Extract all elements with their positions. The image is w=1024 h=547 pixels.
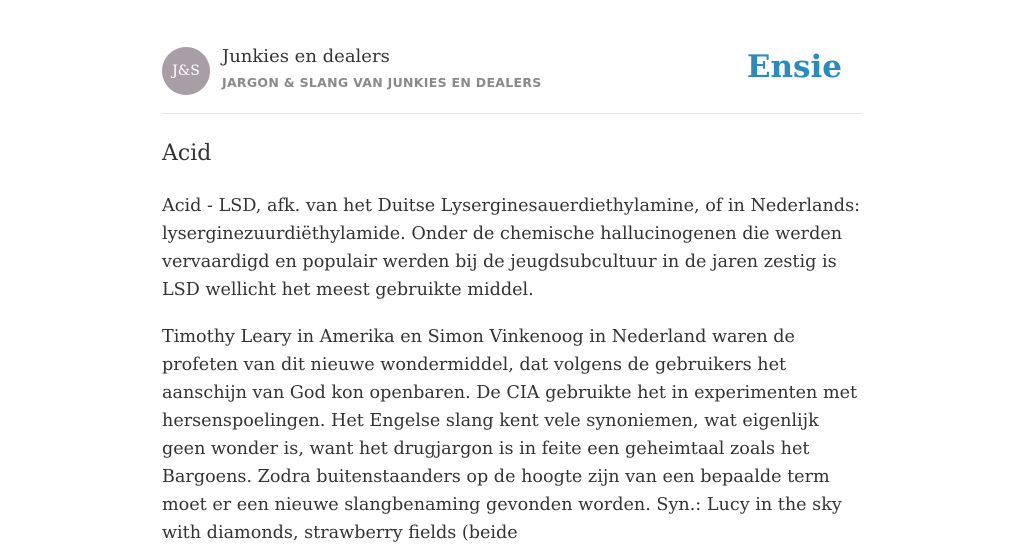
entry-content: [162, 138, 862, 547]
entry-paragraph: Timothy Leary in Amerika en Simon Vinkenoog in Nederland waren de profeten van dit nieuwe wondermiddel, dat volgens de gebruikers het aanschijn van God kon openbaren. De CIA gebruikte het in experimenten met hersenspoelingen. Het Engelse slang kent vele synoniemen, wat eigenlijk geen wonder is, want het drugjargon is in feite een geheimtaal zoals het Bargoens. Zodra buitenstaanders op de hoogte zijn van een bepaalde term moet er een nieuwe slangbenaming gevonden worden. Syn.: Lucy in the sky with diamonds, strawberry fields (beide: [162, 327, 858, 543]
page: [162, 0, 862, 547]
dictionary-avatar[interactable]: J&S: [162, 47, 210, 95]
entry-paragraph: Acid - LSD, afk. van het Duitse Lyserginesauerdiethylamine, of in Nederlands: lyserginezuurdiëthylamide. Onder de chemische hallucinogenen die werden vervaardigd en populair werden bij de jeugdsubcultuur in de jaren zestig is LSD wellicht het meest gebruikte middel.: [162, 196, 861, 300]
entry-term: Acid: [162, 141, 212, 166]
dictionary-subtitle: JARGON & SLANG VAN JUNKIES EN DEALERS: [222, 75, 542, 90]
dictionary-header: [162, 0, 862, 114]
ensie-logo[interactable]: Ensie: [746, 49, 842, 85]
dictionary-title[interactable]: Junkies en dealers: [222, 46, 390, 67]
